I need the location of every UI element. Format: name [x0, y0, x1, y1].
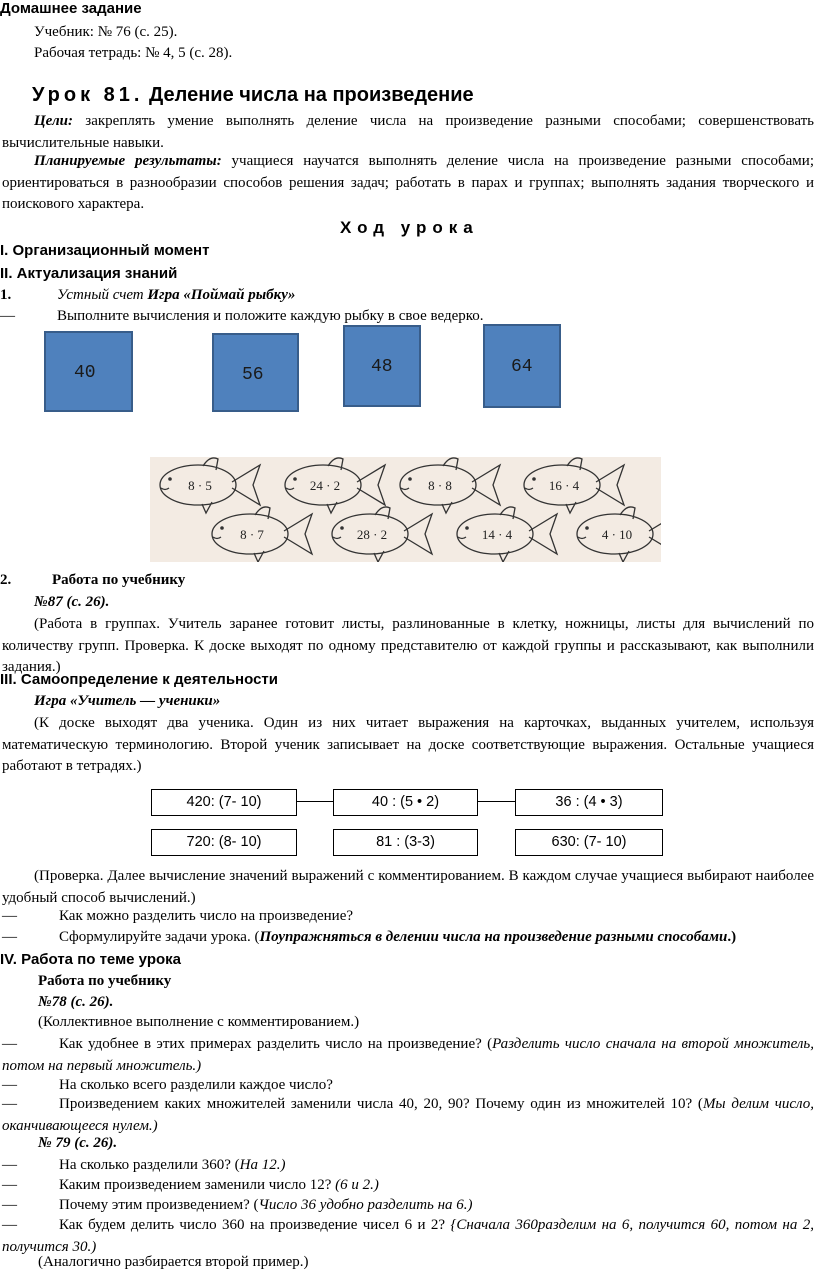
item2 — [0, 572, 185, 589]
dash-mark: — — [2, 1217, 17, 1233]
question — [2, 1195, 814, 1217]
expression-card: 81 : (3-3) — [333, 829, 478, 856]
expression-card: 420: (7- 10) — [151, 789, 297, 816]
lesson-title-text: Деление числа на произведение — [149, 84, 474, 106]
check-text: (Проверка. Далее вычисление значений выражений с комментированием. В каждом случае учащиеся выбирают наиболее удобный способ вычислений.) — [2, 868, 814, 906]
homework-heading: Домашнее задание — [0, 0, 142, 17]
dash-mark: — — [2, 1197, 17, 1213]
question — [2, 906, 814, 928]
item1-number: 1. — [0, 287, 12, 303]
task79-number: № 79 (с. 26). — [38, 1135, 118, 1151]
question — [2, 1175, 814, 1197]
fish — [160, 458, 260, 513]
fish — [285, 458, 385, 513]
fish-eye — [408, 477, 412, 481]
dash-mark: — — [2, 1177, 17, 1193]
question-text: Как можно разделить число на произведение? — [59, 908, 354, 924]
item1-instruction — [0, 308, 484, 325]
question-text: .) — [727, 929, 737, 945]
dash-mark: — — [0, 308, 15, 324]
fish-eye — [465, 526, 469, 530]
question — [2, 1155, 814, 1177]
dash-mark: — — [2, 1157, 17, 1173]
fish-label: 8 · 8 — [428, 478, 452, 493]
answer-text: {Сначала 360разделим на 6, получится 60, потом на 2, получится 30.) — [2, 1217, 814, 1255]
results-label: Планируемые результаты: — [34, 153, 222, 169]
question-text: Сформулируйте задачи урока. ( — [59, 929, 260, 945]
expression-card: 36 : (4 • 3) — [515, 789, 663, 816]
bucket-value: 64 — [511, 357, 533, 377]
box-connector — [296, 801, 334, 802]
course-heading: Ход урока — [340, 218, 479, 237]
section1-heading: I. Организационный момент — [0, 242, 210, 259]
fish-svg — [150, 457, 661, 562]
lesson-number: Урок 81. — [32, 84, 144, 106]
section2-heading: II. Актуализация знаний — [0, 265, 178, 282]
game-title: Игра «Учитель — ученики» — [34, 693, 221, 709]
task78-number: №78 (с. 26). — [38, 994, 114, 1010]
lesson-results — [2, 151, 814, 216]
expression-card: 630: (7- 10) — [515, 829, 663, 856]
item1-label: Устный счет — [57, 287, 148, 303]
task87-number: №87 (с. 26). — [34, 594, 110, 610]
question-text: Почему этим произведением? ( — [59, 1197, 259, 1213]
homework-textbook: Учебник: № 76 (с. 25). — [34, 24, 178, 40]
task78-note: (Коллективное выполнение с комментированием.) — [38, 1014, 360, 1030]
answer-text: (6 и 2.) — [335, 1177, 379, 1193]
question-text: Как удобнее в этих примерах разделить число на произведение? ( — [59, 1036, 493, 1052]
answer-text: Мы делим число, оканчивающееся нулем.) — [2, 1096, 815, 1134]
fish-label: 8 · 5 — [188, 478, 212, 493]
dash-mark: — — [2, 908, 17, 924]
bucket-square — [212, 333, 299, 412]
game-text: (К доске выходят два ученика. Один из них читает выражения на карточках, выданных учителем, используя математическую терминологию. Второй ученик записывает на доске соответствующие выражения. Остальные учащиеся работают в тетрадях.) — [2, 715, 814, 774]
question-text: На сколько разделили 360? ( — [59, 1157, 240, 1173]
fish-eye — [293, 477, 297, 481]
fish — [577, 507, 661, 562]
fish-eye — [168, 477, 172, 481]
item1-game: Игра «Поймай рыбку» — [147, 287, 296, 303]
lesson-goals — [2, 111, 814, 154]
dash-mark: — — [2, 1096, 17, 1112]
question — [2, 1215, 814, 1258]
dash-mark: — — [2, 1077, 17, 1093]
fish — [524, 458, 624, 513]
bucket-value: 48 — [371, 357, 393, 377]
homework-workbook: Рабочая тетрадь: № 4, 5 (с. 28). — [34, 45, 233, 61]
results-text: учащиеся научатся выполнять деление числа на произведение разными способами; ориентироваться в разнообразии способов решения задач; работать в парах и группах; выполнять задания творческого и поискового характера. — [2, 153, 814, 212]
question — [2, 927, 814, 949]
question — [2, 1034, 814, 1077]
question-text: Произведением каких множителей заменили числа 40, 20, 90? Почему один из множителей 10? ( — [59, 1096, 703, 1112]
answer-text: На 12.) — [239, 1157, 286, 1173]
fish-label: 4 · 10 — [601, 527, 633, 542]
section3-heading: III. Самоопределение к деятельности — [0, 671, 278, 688]
answer-text: Разделить число сначала на второй множитель, потом на первый множитель.) — [2, 1036, 814, 1074]
section4-sub: Работа по учебнику — [38, 973, 172, 989]
fish-eye — [585, 526, 589, 530]
bucket-value: 56 — [242, 365, 264, 385]
fish-label: 8 · 7 — [240, 527, 264, 542]
item1 — [0, 287, 295, 304]
question — [2, 1094, 814, 1137]
fish-eye — [340, 526, 344, 530]
fish — [457, 507, 557, 562]
lesson-title — [32, 84, 474, 107]
fish-illustration — [150, 457, 661, 562]
bucket-square — [343, 325, 421, 407]
item2-number: 2. — [0, 572, 12, 588]
bucket-value: 40 — [74, 363, 96, 383]
section4-heading: IV. Работа по теме урока — [0, 951, 181, 968]
task87-text: (Работа в группах. Учитель заранее готовит листы, разлинованные в клетку, ножницы, листы для вычислений по количеству групп. Проверка. К доске выходят по одному представителю от каждой группы и рассказывают, как выполнили задания.) — [2, 616, 814, 675]
goals-text: закреплять умение выполнять деление числа на произведение разными способами; совершенствовать вычислительные навыки. — [2, 113, 814, 151]
item2-label: Работа по учебнику — [52, 572, 186, 588]
box-connector — [477, 801, 515, 802]
answer-text: Поупражняться в делении числа на произведение разными способами — [259, 929, 728, 945]
fish-eye — [532, 477, 536, 481]
fish-label: 16 · 4 — [548, 478, 580, 493]
dash-mark: — — [2, 1036, 17, 1052]
fish-label: 24 · 2 — [309, 478, 341, 493]
bucket-square — [483, 324, 561, 408]
answer-text: Число 36 удобно разделить на 6.) — [258, 1197, 473, 1213]
fish-label: 14 · 4 — [481, 527, 513, 542]
item1-instruction-text: Выполните вычисления и положите каждую рыбку в свое ведерко. — [57, 308, 484, 324]
final-note: (Аналогично разбирается второй пример.) — [38, 1254, 309, 1270]
question-text: На сколько всего разделили каждое число? — [59, 1077, 333, 1093]
expression-card: 720: (8- 10) — [151, 829, 297, 856]
question-text: Как будем делить число 360 на произведение чисел 6 и 2? — [59, 1217, 451, 1233]
dash-mark: — — [2, 929, 17, 945]
expression-card: 40 : (5 • 2) — [333, 789, 478, 816]
fish — [212, 507, 312, 562]
fish — [400, 458, 500, 513]
fish-eye — [220, 526, 224, 530]
bucket-square — [44, 331, 133, 412]
fish-label: 28 · 2 — [356, 527, 388, 542]
question-text: Каким произведением заменили число 12? — [59, 1177, 336, 1193]
fish — [332, 507, 432, 562]
goals-label: Цели: — [34, 113, 73, 129]
